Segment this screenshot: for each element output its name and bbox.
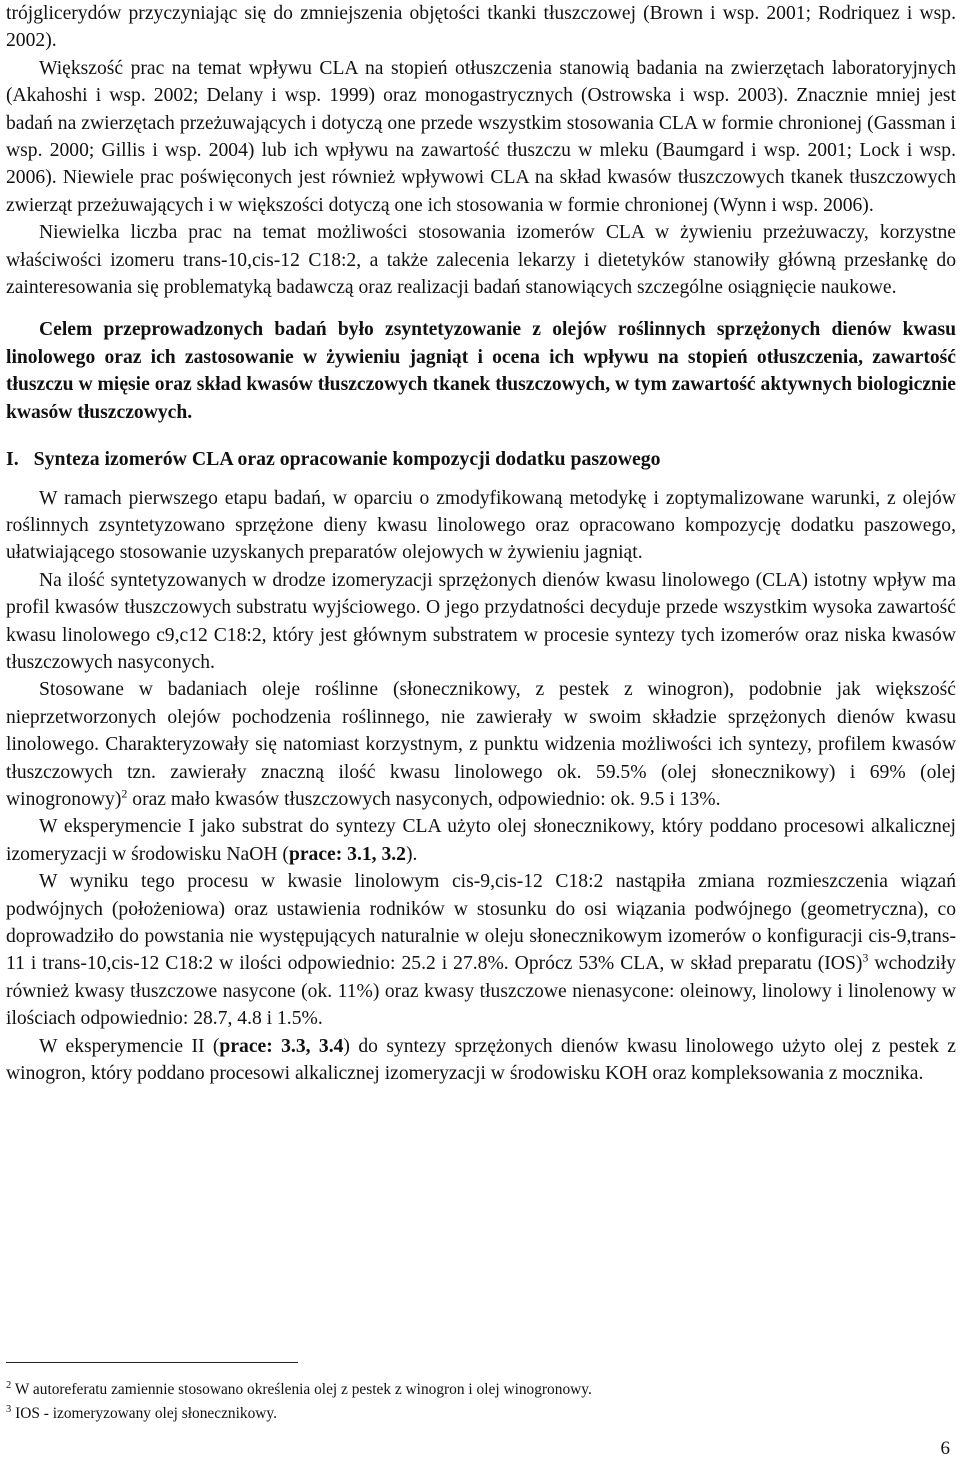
- paragraph-text: W eksperymencie I jako substrat do syntezy CLA użyto olej słonecznikowy, który poddano procesowi alkalicznej izomeryzacji w środowisku NaOH (: [6, 816, 956, 865]
- paragraph: Większość prac na temat wpływu CLA na stopień otłuszczenia stanowią badania na zwierzętach laboratoryjnych (Akahoshi i wsp. 2002; Delany i wsp. 1999) oraz monogastrycznych (Ostrowska i wsp. 2003). Znacznie mniej jest badań na zwierzętach przeżuwających i dotyczą one przede wszystkim stosowania CLA w formie chronionej (Gassman i wsp. 2000; Gillis i wsp. 2004) lub ich wpływu na zawartość tłuszczu w mleku (Baumgard i wsp. 2001; Lock i wsp. 2006). Niewiele prac poświęconych jest również wpływowi CLA na skład kwasów tłuszczowych tkanek tłuszczowych zwierząt przeżuwających i w większości dotyczą one ich stosowania w formie chronionej (Wynn i wsp. 2006).: [6, 57, 956, 216]
- paragraph: trójglicerydów przyczyniając się do zmniejszenia objętości tkanki tłuszczowej (Brown i wsp. 2001; Rodriquez i wsp. 2002).: [6, 3, 956, 52]
- footnote: [6, 1402, 946, 1426]
- document-body: [6, 0, 956, 1087]
- works-reference: prace: 3.1, 3.2: [288, 843, 406, 865]
- paragraph-text: ).: [405, 843, 418, 865]
- paragraph-text: wchodziły również kwasy tłuszczowe nasycone (ok. 11%) oraz kwasy tłuszczowe nienasycone: oleinowy, linolowy i linolenowy w ilościach odpowiednio: 28.7, 4.8 i 1.5%.: [6, 953, 956, 1030]
- footnote-mark: 3: [6, 1403, 12, 1415]
- paragraph-text: oraz mało kwasów tłuszczowych nasyconych, odpowiednio: ok. 9.5 i 13%.: [127, 788, 721, 810]
- section-number: I.: [6, 448, 19, 471]
- footnote-ref: 3: [862, 950, 869, 965]
- section-heading: [6, 446, 956, 473]
- paragraph-text: W wyniku tego procesu w kwasie linolowym cis-9,cis-12 C18:2 nastąpiła zmiana rozmieszczenia wiązań podwójnych (położeniowa) oraz ustawienia rodników w stosunku do osi wiązania podwójnego (geometryczna), co doprowadziło do powstania nie występujących naturalnie w oleju słonecznikowym izomerów o konfiguracji cis-9,trans-11 i trans-10,cis-12 C18:2 w ilości odpowiednio: 25.2 i 27.8%. Oprócz 53% CLA, w skład preparatu (IOS): [6, 871, 956, 975]
- footnote-separator: [6, 1362, 298, 1363]
- research-goal-paragraph: Celem przeprowadzonych badań było zsyntetyzowanie z olejów roślinnych sprzężonych dienów kwasu linolowego oraz ich zastosowanie w żywieniu jagniąt i ocena ich wpływu na stopień otłuszczenia, zawartość tłuszczu w mięsie oraz skład kwasów tłuszczowych tkanek tłuszczowych, w tym zawartość aktywnych biologicznie kwasów tłuszczowych.: [6, 319, 956, 423]
- paragraph-text: ) do syntezy sprzężonych dienów kwasu linolowego użyto olej z pestek z winogron, który poddano procesowi alkalicznej izomeryzacji w środowisku KOH oraz kompleksowania z mocznika.: [6, 1035, 956, 1085]
- footnote-ref: 2: [121, 786, 128, 801]
- paragraph: Niewielka liczba prac na temat możliwości stosowania izomerów CLA w żywieniu przeżuwaczy, korzystne właściwości izomeru trans-10,cis-12 C18:2, a także zalecenia lekarzy i dietetyków stanowiły główną przesłankę do zainteresowania się problematyką badawczą oraz realizacji badań stanowiących szczególne osiągnięcie naukowe.: [6, 222, 956, 299]
- footnote-text: W autoreferatu zamiennie stosowano określenia olej z pestek z winogron i olej winogronowy.: [11, 1381, 592, 1398]
- paragraph: [6, 868, 956, 1032]
- paragraph: W ramach pierwszego etapu badań, w oparciu o zmodyfikowaną metodykę i zoptymalizowane warunki, z olejów roślinnych zsyntetyzowano sprzężone dieny kwasu linolowego oraz opracowano kompozycję dodatku paszowego, ułatwiającego stosowanie uzyskanych preparatów olejowych w żywieniu jagniąt.: [6, 487, 956, 564]
- page-number: 6: [940, 1438, 950, 1459]
- section-title: Synteza izomerów CLA oraz opracowanie kompozycji dodatku paszowego: [33, 448, 661, 471]
- works-reference: prace: 3.3, 3.4: [219, 1035, 344, 1057]
- paragraph-text: Stosowane w badaniach oleje roślinne (słonecznikowy, z pestek z winogron), podobnie jak większość nieprzetworzonych olejów pochodzenia roślinnego, nie zawierały w swoim składzie sprzężonych dienów kwasu linolowego. Charakteryzowały się natomiast korzystnym, z punktu widzenia możliwości ich syntezy, profilem kwasów tłuszczowych tzn. zawierały znaczną ilość kwasu linolowego ok. 59.5% (olej słonecznikowy) i 69% (olej winogronowy): [6, 679, 956, 810]
- footnote-mark: 2: [6, 1379, 12, 1391]
- paragraph: [6, 1033, 956, 1088]
- footnote-text: IOS - izomeryzowany olej słonecznikowy.: [11, 1405, 277, 1422]
- footnote: [6, 1378, 946, 1402]
- paragraph-text: W eksperymencie II (: [39, 1035, 220, 1057]
- paragraph: Na ilość syntetyzowanych w drodze izomeryzacji sprzężonych dienów kwasu linolowego (CLA) istotny wpływ ma profil kwasów tłuszczowych substratu wyjściowego. O jego przydatności decyduje przede wszystkim wysoka zawartość kwasu linolowego c9,c12 C18:2, który jest głównym substratem w procesie syntezy tych izomerów oraz niska kwasów tłuszczowych nasyconych.: [6, 569, 956, 673]
- footnotes: [6, 1378, 946, 1426]
- paragraph: [6, 676, 956, 813]
- paragraph: [6, 813, 956, 868]
